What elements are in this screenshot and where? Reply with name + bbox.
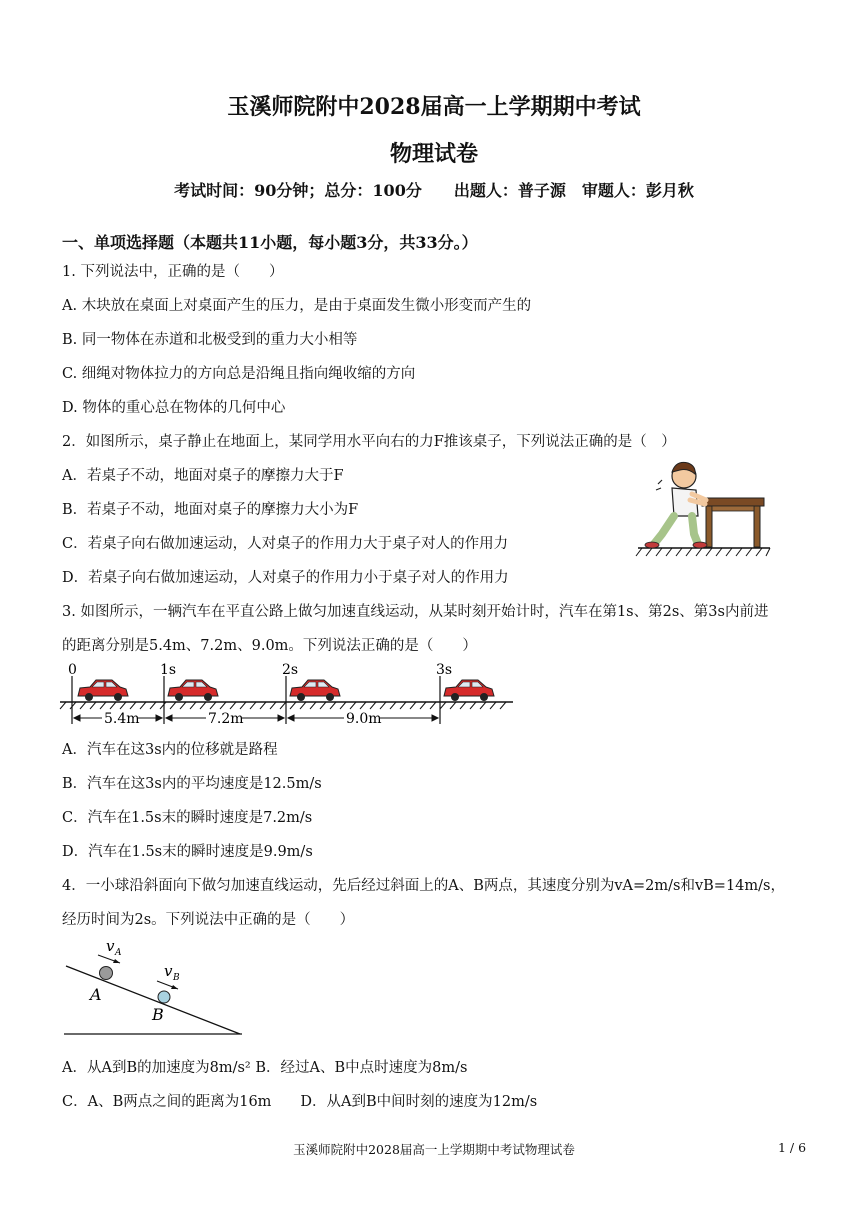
q4-stem-line2: 经历时间为2s。下列说法中正确的是（ ） — [62, 912, 355, 928]
q2-stem: 2．如图所示，桌子静止在地面上，某同学用水平向右的力F推该桌子，下列说法正确的是（ ） — [62, 434, 676, 450]
q2-option-b: B．若桌子不动，地面对桌子的摩擦力大小为F — [62, 502, 359, 518]
q2-option-d: D．若桌子向右做加速运动，人对桌子的作用力小于桌子对人的作用力 — [62, 570, 509, 586]
q1-stem: 1. 下列说法中，正确的是（ ） — [62, 264, 284, 280]
q3-stem-line1: 3. 如图所示，一辆汽车在平直公路上做匀加速直线运动，从某时刻开始计时，汽车在第1s、第2s、第3s内前进 — [62, 604, 769, 620]
velocity-b-subscript: B — [173, 973, 180, 983]
car-icon — [168, 680, 218, 701]
person-pushing-table-figure — [632, 458, 774, 558]
section-heading: 一、单项选择题（本题共11小题，每小题3分，共33分。） — [62, 233, 478, 252]
velocity-b-symbol: v — [164, 962, 173, 980]
car-icon — [290, 680, 340, 701]
q3-option-d: D．汽车在1.5s末的瞬时速度是9.9m/s — [62, 844, 313, 860]
q1-option-c: C. 细绳对物体拉力的方向总是沿绳且指向绳收缩的方向 — [62, 366, 416, 382]
q3-option-c: C．汽车在1.5s末的瞬时速度是7.2m/s — [62, 810, 313, 826]
car-icon — [444, 680, 494, 701]
point-a-label: A — [90, 985, 102, 1004]
car-icon — [78, 680, 128, 701]
q3-option-a: A．汽车在这3s内的位移就是路程 — [62, 742, 278, 758]
q4-options-cd: C．A、B两点之间的距离为16m D．从A到B中间时刻的速度为12m/s — [62, 1094, 538, 1110]
exam-info: 考试时间：90分钟；总分：100分 出题人：普子源 审题人：彭月秋 — [174, 181, 694, 200]
velocity-a-subscript: A — [115, 948, 122, 958]
distance-label-1: 5.4m — [104, 711, 140, 727]
q2-option-c: C．若桌子向右做加速运动，人对桌子的作用力大于桌子对人的作用力 — [62, 536, 509, 552]
time-label-0: 0 — [68, 662, 77, 678]
q1-option-b: B. 同一物体在赤道和北极受到的重力大小相等 — [62, 332, 358, 348]
time-label-2s: 2s — [282, 662, 299, 678]
time-label-3s: 3s — [436, 662, 453, 678]
subject-title: 物理试卷 — [389, 141, 478, 167]
point-b-label: B — [152, 1005, 164, 1024]
q3-option-b: B．汽车在这3s内的平均速度是12.5m/s — [62, 776, 322, 792]
time-label-1s: 1s — [160, 662, 177, 678]
q4-stem-line1: 4．一小球沿斜面向下做匀加速直线运动，先后经过斜面上的A、B两点，其速度分别为vA=2m/s和vB=14m/s， — [62, 878, 785, 894]
school-exam-title: 玉溪师院附中2028届高一上学期期中考试 — [227, 94, 641, 120]
q2-option-a: A．若桌子不动，地面对桌子的摩擦力大于F — [62, 468, 344, 484]
q4-options-ab: A．从A到B的加速度为8m/s² B．经过A、B中点时速度为8m/s — [62, 1060, 468, 1076]
page-footer: 玉溪师院附中2028届高一上学期期中考试物理试卷 — [293, 1142, 575, 1157]
car-motion-figure — [58, 660, 518, 730]
q3-stem-line2: 的距离分别是5.4m、7.2m、9.0m。下列说法正确的是（ ） — [62, 638, 477, 654]
distance-label-3: 9.0m — [346, 711, 382, 727]
q1-option-d: D. 物体的重心总在物体的几何中心 — [62, 400, 286, 416]
page-number: 1 / 6 — [778, 1140, 807, 1155]
q1-option-a: A. 木块放在桌面上对桌面产生的压力，是由于桌面发生微小形变而产生的 — [62, 298, 532, 314]
velocity-a-symbol: v — [106, 937, 115, 955]
incline-ball-figure — [58, 934, 248, 1040]
distance-label-2: 7.2m — [208, 711, 244, 727]
